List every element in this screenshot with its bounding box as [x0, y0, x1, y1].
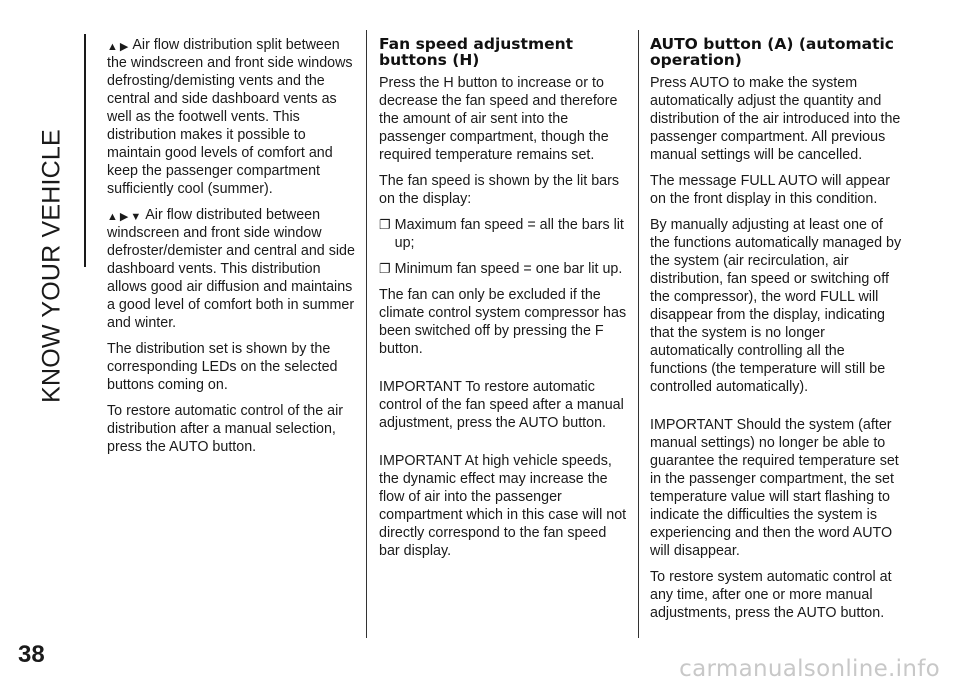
section-title: KNOW YOUR VEHICLE — [37, 129, 66, 403]
paragraph: Press the H button to increase or to decrease the fan speed and therefore the amount of air sent into the passenger compartment, though the required temperature remains set. — [379, 75, 618, 163]
paragraph — [107, 36, 355, 198]
paragraph: The distribution set is shown by the corresponding LEDs on the selected buttons coming on. — [107, 341, 338, 393]
section-heading: AUTO button (A) (automatic operation) — [650, 35, 894, 69]
list-item — [379, 216, 629, 252]
paragraph-text: Air flow distribution split between the windscreen and front side windows defrosting/demisting vents and the central and side dashboard vents as well as the footwell vents. This distribution makes it possible to maintain good levels of comfort and keep the passenger compartment sufficiently cool (summer). — [107, 37, 353, 197]
paragraph: The fan can only be excluded if the climate control system compressor has been switched off by pressing the F button. — [379, 287, 627, 357]
distribution-up-right-icon: ▲ ▶ — [107, 41, 129, 53]
important-note: IMPORTANT To restore automatic control of the fan speed after a manual adjustment, press the AUTO button. — [379, 379, 624, 431]
list-item-text: Maximum fan speed = all the bars lit up; — [394, 217, 624, 251]
distribution-up-right-down-icon: ▲ ▶ ▼ — [107, 211, 142, 223]
paragraph-text: Air flow distributed between windscreen and front side window defroster/demister and central and side dashboard vents. This distribution allows good air diffusion and maintains a good level of comfort both in summer and winter. — [107, 207, 355, 331]
column-fan-speed — [379, 36, 629, 568]
column-divider — [366, 30, 367, 638]
column-auto-button — [650, 36, 902, 630]
section-heading: Fan speed adjustment buttons (H) — [379, 35, 574, 69]
important-note: IMPORTANT Should the system (after manual settings) no longer be able to guarantee the required temperature set in the passenger compartment, the set temperature value will start flashing to indicate the difficulties the system is experiencing and then the word AUTO will disappear. — [650, 417, 899, 559]
paragraph: The fan speed is shown by the lit bars on the display: — [379, 173, 620, 207]
page-number: 38 — [18, 641, 45, 668]
column-air-distribution — [107, 36, 355, 464]
column-divider — [638, 30, 639, 638]
paragraph: To restore automatic control of the air distribution after a manual selection, press the AUTO button. — [107, 403, 344, 455]
paragraph: By manually adjusting at least one of the functions automatically managed by the system (air recirculation, air distribution, fan speed or switching off the compressor), the word FULL will disappear from the display, indicating that the system is no longer automatically controlling all the functions (the temperature will still be controlled automatically). — [650, 217, 902, 395]
list-item-text: Minimum fan speed = one bar lit up. — [394, 261, 623, 277]
paragraph — [107, 206, 355, 332]
checkbox-bullet-icon: ❐ — [379, 217, 391, 232]
list-item — [379, 260, 629, 278]
watermark: carmanualsonline.info — [679, 656, 940, 682]
paragraph: To restore system automatic control at any time, after one or more manual adjustments, press the AUTO button. — [650, 569, 892, 621]
section-rule — [84, 34, 86, 267]
paragraph: Press AUTO to make the system automatically adjust the quantity and distribution of the air introduced into the passenger compartment. All previous manual settings will be cancelled. — [650, 75, 901, 163]
checkbox-bullet-icon: ❐ — [379, 261, 391, 276]
important-note: IMPORTANT At high vehicle speeds, the dynamic effect may increase the flow of air into the passenger compartment which in this case will not directly correspond to the fan speed bar display. — [379, 453, 627, 559]
paragraph: The message FULL AUTO will appear on the front display in this condition. — [650, 173, 890, 207]
